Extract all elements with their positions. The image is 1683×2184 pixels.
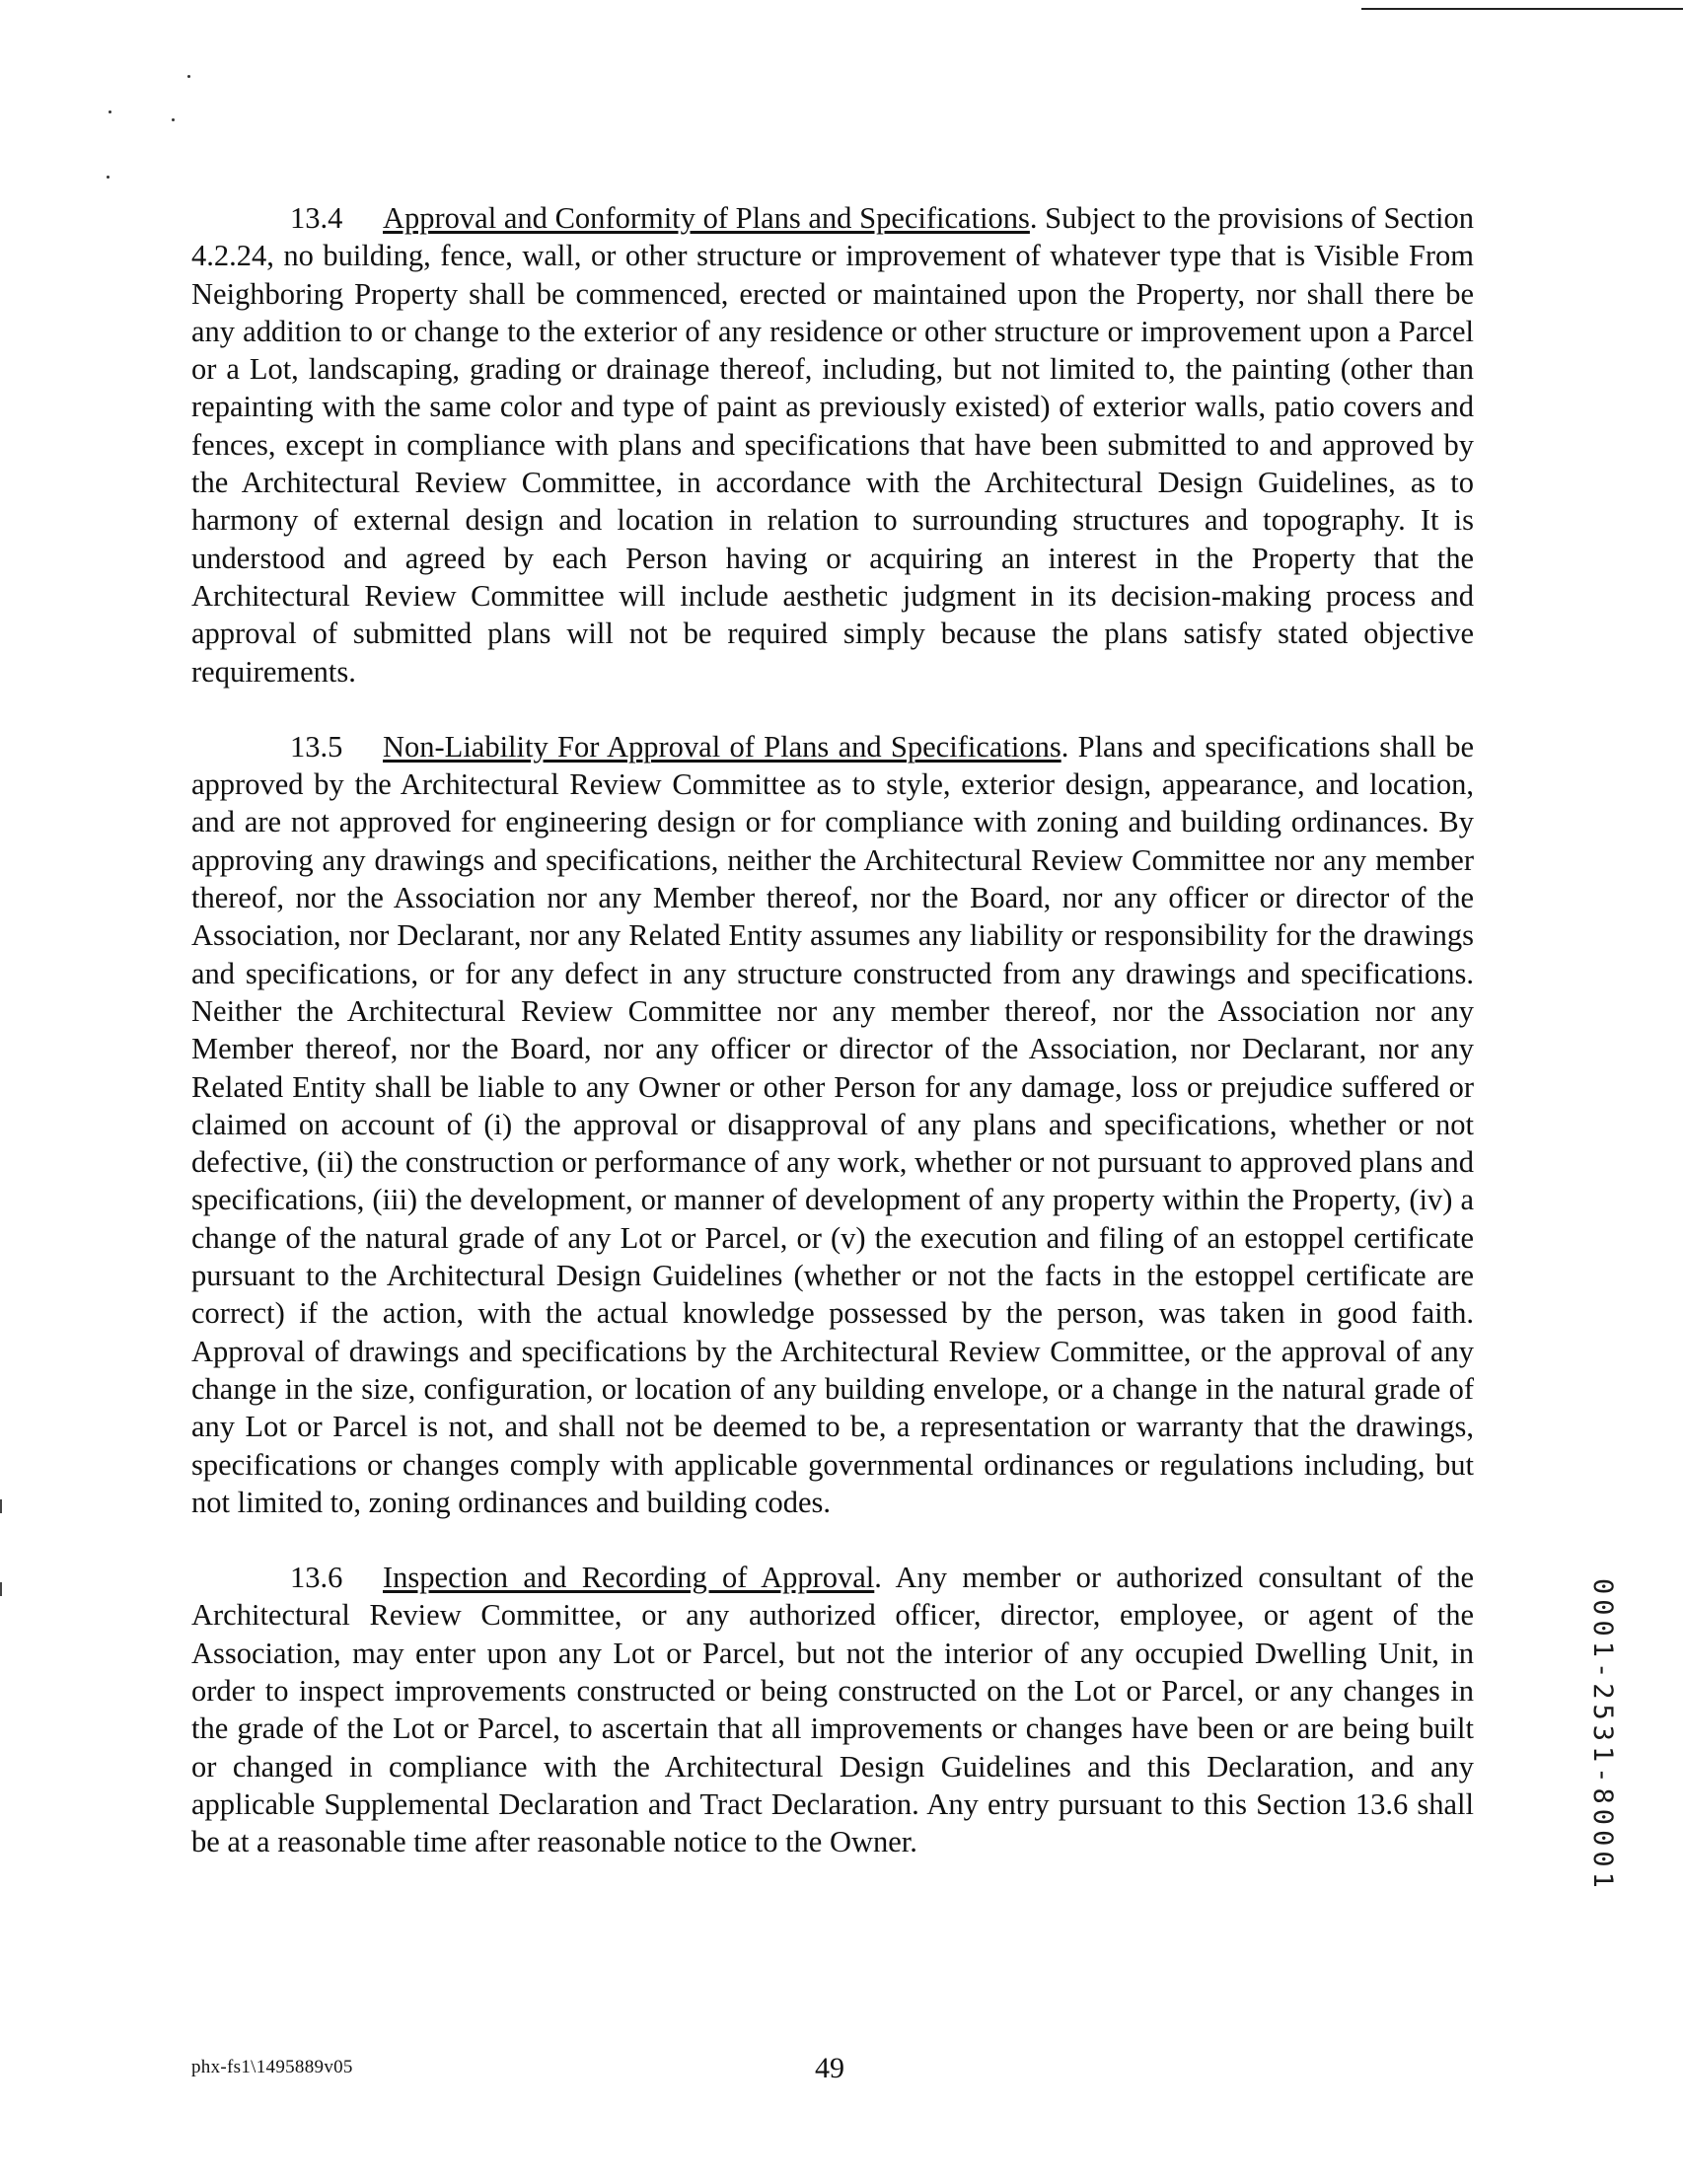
scan-edge-mark — [0, 1499, 2, 1513]
scan-speck — [107, 176, 110, 179]
document-id: phx-fs1\1495889v05 — [191, 2057, 353, 2077]
scan-speck — [109, 110, 111, 113]
top-scan-rule — [1361, 8, 1683, 10]
section-13-4 — [191, 199, 1474, 691]
document-body — [191, 199, 1474, 1898]
section-number: 13.4 — [290, 201, 343, 235]
section-number: 13.5 — [290, 729, 343, 764]
section-text: . Subject to the provisions of Section 4.2.24, no building, fence, wall, or other structure or improvement of whatever type that is Visible From Neighboring Property shall be commenced, erected or maintained upon the Property, nor shall there be any addition to or change to the exterior of any residence or other structure or improvement upon a Parcel or a Lot, landscaping, grading or drainage thereof, including, but not limited to, the painting (other than repainting with the same color and type of paint as previously existed) of exterior walls, patio covers and fences, except in compliance with plans and specifications that have been submitted to and approved by the Architectural Review Committee, in accordance with the Architectural Design Guidelines, as to harmony of external design and location in relation to surrounding structures and topography. It is understood and agreed by each Person having or acquiring an interest in the Property that the Architectural Review Committee will include aesthetic judgment in its decision-making process and approval of submitted plans will not be required simply because the plans satisfy stated objective requirements. — [191, 201, 1474, 689]
section-13-5 — [191, 728, 1474, 1521]
recording-stamp: 0001-2531-80001 — [1587, 1578, 1618, 1893]
section-heading: Non-Liability For Approval of Plans and Specifications — [383, 729, 1061, 764]
section-heading: Inspection and Recording of Approval — [383, 1561, 875, 1595]
scan-speck — [187, 75, 190, 78]
section-text: . Any member or authorized consultant of the Architectural Review Committee, or any authorized officer, director, employee, or agent of the Association, may enter upon any Lot or Parcel, but not the interior of any occupied Dwelling Unit, in order to inspect improvements constructed or being constructed on the Lot or Parcel, or any changes in the grade of the Lot or Parcel, to ascertain that all improvements or changes have been or are being built or changed in compliance with the Architectural Design Guidelines and this Declaration, and any applicable Supplemental Declaration and Tract Declaration. Any entry pursuant to this Section 13.6 shall be at a reasonable time after reasonable notice to the Owner. — [191, 1561, 1474, 1859]
section-heading: Approval and Conformity of Plans and Specifications — [383, 201, 1030, 235]
page-number: 49 — [815, 2052, 844, 2084]
section-text: . Plans and specifications shall be approved by the Architectural Review Committee as to style, exterior design, appearance, and location, and are not approved for engineering design or for compliance with zoning and building ordinances. By approving any drawings and specifications, neither the Architectural Review Committee nor any member thereof, nor the Association nor any Member thereof, nor the Board, nor any officer or director of the Association, nor Declarant, nor any Related Entity assumes any liability or responsibility for the drawings and specifications, or for any defect in any structure constructed from any drawings and specifications. Neither the Architectural Review Committee nor any member thereof, nor the Association nor any Member thereof, nor the Board, nor any officer or director of the Association, nor Declarant, nor any Related Entity shall be liable to any Owner or other Person for any damage, loss or prejudice suffered or claimed on account of (i) the approval or disapproval of any plans and specifications, whether or not defective, (ii) the construction or performance of any work, whether or not pursuant to approved plans and specifications, (iii) the development, or manner of development of any property within the Property, (iv) a change of the natural grade of any Lot or Parcel, or (v) the execution and filing of an estoppel certificate pursuant to the Architectural Design Guidelines (whether or not the facts in the estoppel certificate are correct) if the action, with the actual knowledge possessed by the person, was taken in good faith. Approval of drawings and specifications by the Architectural Review Committee, or the approval of any change in the size, configuration, or location of any building envelope, or a change in the natural grade of any Lot or Parcel is not, and shall not be deemed to be, a representation or warranty that the drawings, specifications or changes comply with applicable governmental ordinances or regulations including, but not limited to, zoning ordinances and building codes. — [191, 729, 1474, 1519]
section-number: 13.6 — [290, 1561, 343, 1595]
scan-edge-mark — [0, 1582, 2, 1596]
section-13-6 — [191, 1559, 1474, 1860]
scan-speck — [172, 118, 175, 121]
